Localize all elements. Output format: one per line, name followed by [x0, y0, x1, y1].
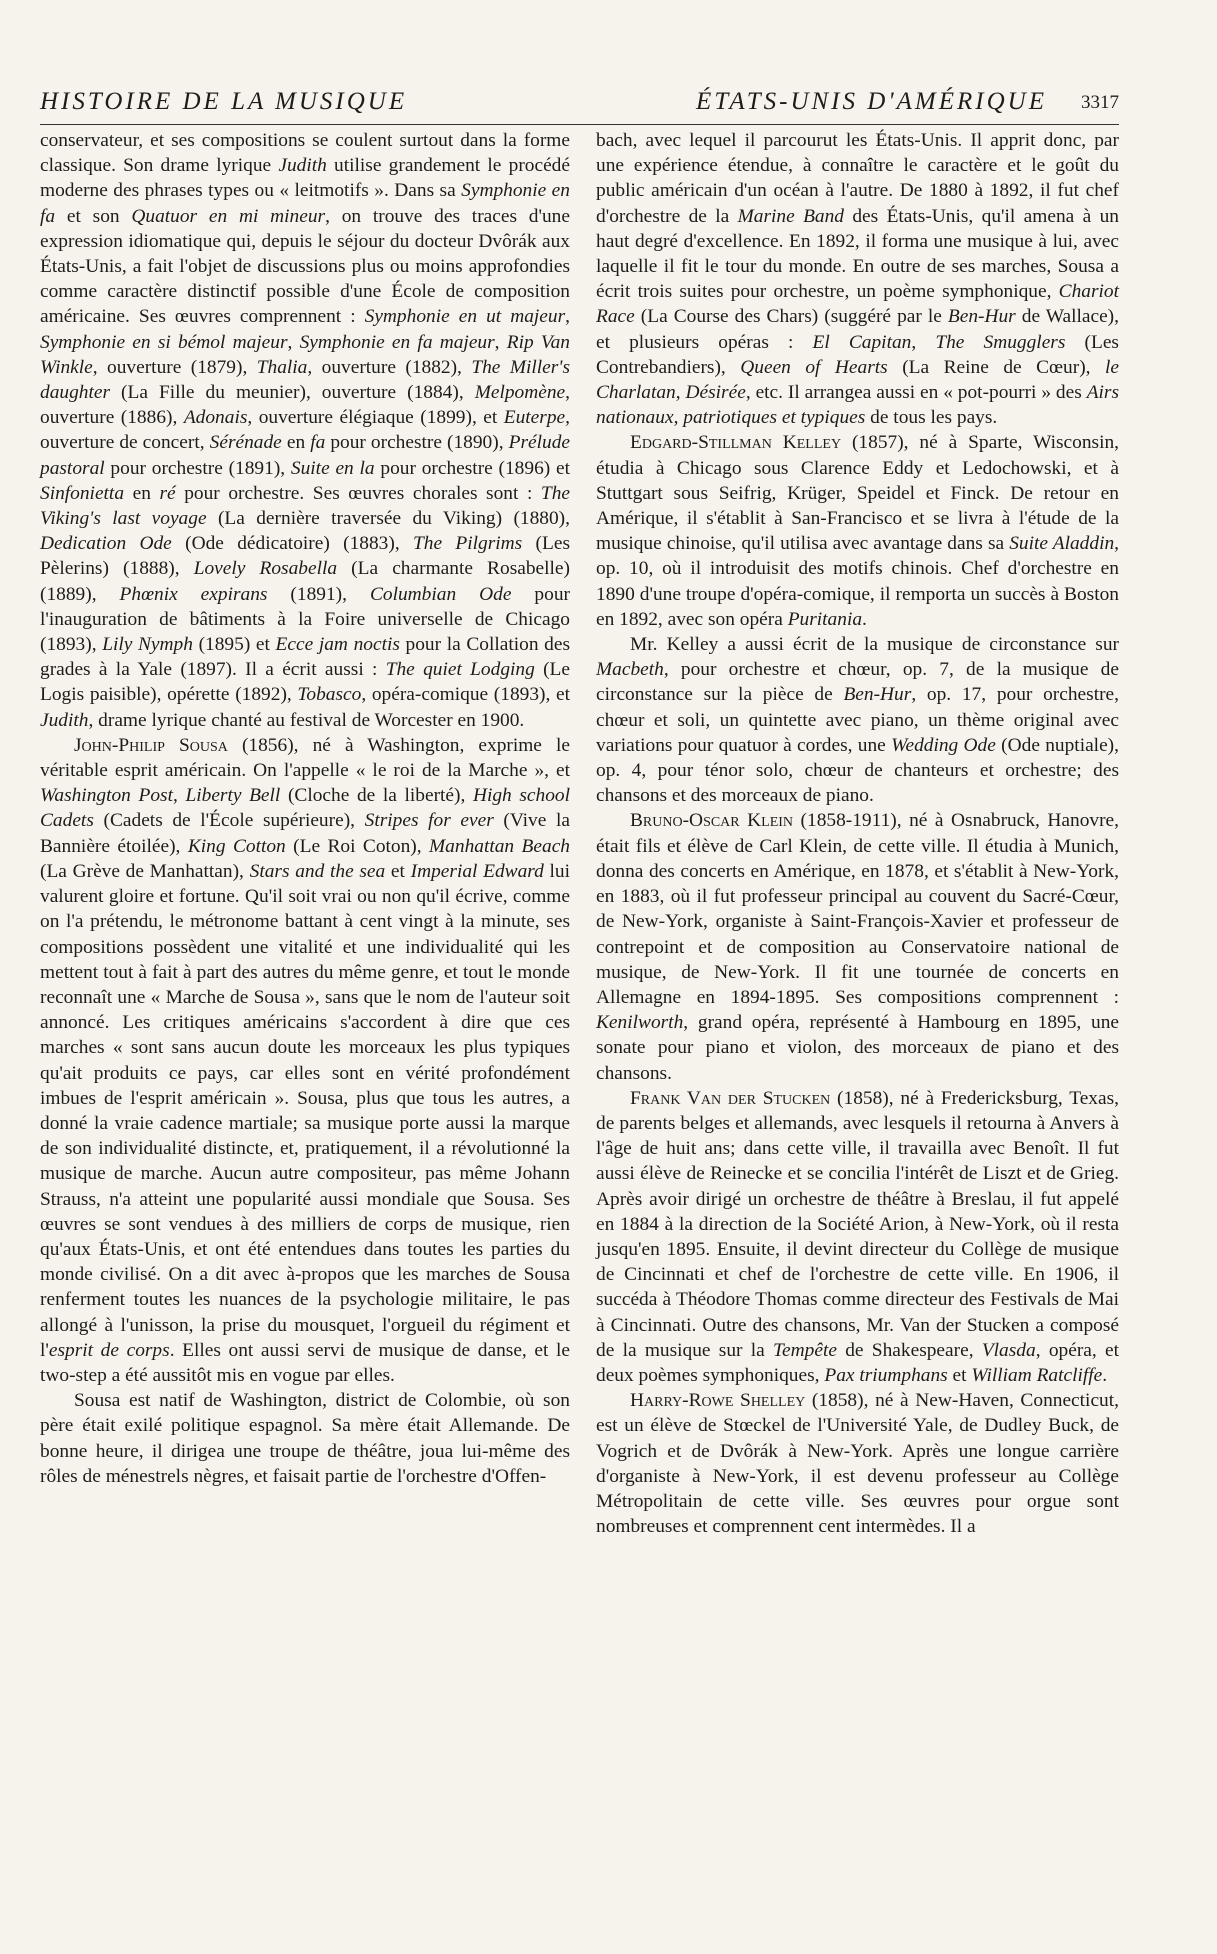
paragraph: Bruno-Oscar Klein (1858-1911), né à Osnabruck, Hanovre, était fils et élève de Carl Klein, de cette ville. Il étudia à Munich, donna des concerts en Amérique, en 1878, et s'établit à New-York, en 1883, où il fut professeur principal au couvent du Sacré-Cœur, de New-York, organiste à Saint-François-Xavier et professeur de contrepoint et de composition au Conservatoire national de musique, de New-York. Il fit une tournée de concerts en Allemagne en 1894-1895. Ses compositions comprennent : Kenilworth, grand opéra, représenté à Hambourg en 1895, une sonate pour piano et violon, des morceaux de piano et des chansons. — [596, 810, 1119, 1084]
running-header — [40, 88, 1119, 124]
paragraph: Harry-Rowe Shelley (1858), né à New-Haven, Connecticut, est un élève de Stœckel de l'Université Yale, de Dudley Buck, de Vogrich et de Dvôrák à New-York. Après une longue carrière d'organiste à New-York, il est devenu professeur au Collège Métropolitain de cette ville. Ses œuvres pour orgue sont nombreuses et comprennent cent intermèdes. Il a — [596, 1390, 1119, 1538]
header-right-title: ÉTATS-UNIS D'AMÉRIQUE — [696, 88, 1047, 115]
paragraph: conservateur, et ses compositions se coulent surtout dans la forme classique. Son drame lyrique Judith utilise grandement le procédé moderne des phrases types ou « leitmotifs ». Dans sa Symphonie en fa et son Quatuor en mi mineur, on trouve des traces d'une expression idiomatique qui, depuis le séjour du docteur Dvôrák aux États-Unis, a fait l'objet de discussions plus ou moins approfondies comme caractère distinctif possible d'une École de composition américaine. Ses œuvres comprennent : Symphonie en ut majeur, Symphonie en si bémol majeur, Symphonie en fa majeur, Rip Van Winkle, ouverture (1879), Thalia, ouverture (1882), The Miller's daughter (La Fille du meunier), ouverture (1884), Melpomène, ouverture (1886), Adonais, ouverture élégiaque (1899), et Euterpe, ouverture de concert, Sérénade en fa pour orchestre (1890), Prélude pastoral pour orchestre (1891), Suite en la pour orchestre (1896) et Sinfonietta en ré pour orchestre. Ses œuvres chorales sont : The Viking's last voyage (La dernière traversée du Viking) (1880), Dedication Ode (Ode dédicatoire) (1883), The Pilgrims (Les Pèlerins) (1888), Lovely Rosabella (La charmante Rosabelle) (1889), Phœnix expirans (1891), Columbian Ode pour l'inauguration de bâtiments à la Foire universelle de Chicago (1893), Lily Nymph (1895) et Ecce jam noctis pour la Collation des grades à la Yale (1897). Il a écrit aussi : The quiet Lodging (Le Logis paisible), opérette (1892), Tobasco, opéra-comique (1893), et Judith, drame lyrique chanté au festival de Worcester en 1900. — [40, 130, 571, 731]
paragraph: Frank Van der Stucken (1858), né à Fredericksburg, Texas, de parents belges et allemands, avec lesquels il retourna à Anvers à l'âge de huit ans; dans cette ville, il travailla avec Benoît. Il fut aussi élève de Reinecke et se concilia l'intérêt de Liszt et de Grieg. Après avoir dirigé un orchestre de théâtre à Breslau, il fut appelé en 1884 à la direction de la Société Arion, à New-York, où il resta jusqu'en 1895. Ensuite, il devint directeur du Collège de musique de Cincinnati et chef de l'orchestre de cette ville. En 1906, il succéda à Théodore Thomas comme directeur des Festivals de Mai à Cincinnati. Outre des chansons, Mr. Van der Stucken a composé de la musique sur la Tempête de Shakespeare, Vlasda, opéra, et deux poèmes symphoniques, Pax triumphans et William Ratcliffe. — [596, 1087, 1119, 1386]
header-left-title: HISTOIRE DE LA MUSIQUE — [40, 88, 408, 115]
paragraph: Mr. Kelley a aussi écrit de la musique de circonstance sur Macbeth, pour orchestre et chœur, op. 7, de la musique de circonstance sur la pièce de Ben-Hur, op. 17, pour orchestre, chœur et soli, un quintette avec piano, un thème original avec variations pour quatuor à cordes, une Wedding Ode (Ode nuptiale), op. 4, pour ténor solo, chœur de chanteurs et orchestre; des chansons et des morceaux de piano. — [596, 634, 1120, 807]
paragraph: Sousa est natif de Washington, district de Colombie, où son père était exilé politique espagnol. Sa mère était Allemande. De bonne heure, il dirigea une troupe de théâtre, joua lui-même des rôles de ménestrels nègres, et faisait partie de l'orchestre d'Offen- — [40, 1390, 570, 1487]
right-column — [596, 128, 1119, 1539]
paragraph: bach, avec lequel il parcourut les États-Unis. Il apprit donc, par une expérience étendue, à connaître le caractère et le goût du public américain d'un océan à l'autre. De 1880 à 1892, il fut chef d'orchestre de la Marine Band des États-Unis, qu'il amena à un haut degré d'excellence. En 1892, il forma une musique à lui, avec laquelle il fit le tour du monde. En outre de ses marches, Sousa a écrit trois suites pour orchestre, un poème symphonique, Chariot Race (La Course des Chars) (suggéré par le Ben-Hur de Wallace), et plusieurs opéras : El Capitan, The Smugglers (Les Contrebandiers), Queen of Hearts (La Reine de Cœur), le Charlatan, Désirée, etc. Il arrangea aussi en « pot-pourri » des Airs nationaux, patriotiques et typiques de tous les pays. — [596, 130, 1120, 429]
paragraph: Edgard-Stillman Kelley (1857), né à Sparte, Wisconsin, étudia à Chicago sous Clarence Eddy et Ledochowski, et à Stuttgart sous Seifrig, Krüger, Speidel et Finck. De retour en Amérique, il s'établit à San-Francisco et se livra à l'étude de la musique chinoise, qu'il utilisa avec avantage dans sa Suite Aladdin, op. 10, où il introduisit des motifs chinois. Chef d'orchestre en 1890 d'une troupe d'opéra-comique, il remporta un succès à Boston en 1892, avec son opéra Puritania. — [596, 432, 1120, 630]
header-rule — [40, 124, 1119, 125]
paragraph: John-Philip Sousa (1856), né à Washington, exprime le véritable esprit américain. On l'appelle « le roi de la Marche », et Washington Post, Liberty Bell (Cloche de la liberté), High school Cadets (Cadets de l'École supérieure), Stripes for ever (Vive la Bannière étoilée), King Cotton (Le Roi Coton), Manhattan Beach (La Grève de Manhattan), Stars and the sea et Imperial Edward lui valurent gloire et fortune. Qu'il soit vrai ou non qu'il écrive, comme on l'a prétendu, le métronome battant à cent vingt à la minute, ses compositions possèdent une vitalité et une individualité qui les mettent tout à fait à part des autres du même genre, et tout le monde reconnaît une « Marche de Sousa », sans que le nom de l'auteur soit annoncé. Les critiques américains s'accordent à dire que ces marches « sont sans aucun doute les morceaux les plus typiques qu'ait produits ce pays, car elles sont en vérité profondément imbues de l'esprit américain ». Sousa, plus que tous les autres, a donné la vraie cadence martiale; sa musique porte aussi la marque de son individualité distincte, et, pratiquement, il a révolutionné la musique de marche. Aucun autre compositeur, pas même Johann Strauss, n'a atteint une popularité aussi mondiale que Sousa. Ses œuvres se sont vendues à des milliers de corps de musique, rien qu'aux États-Unis, et ont été entendues dans toutes les parties du monde civilisé. On a dit avec à-propos que les marches de Sousa renferment toutes les nuances de la psychologie militaire, le pas allongé à l'unisson, la prise du mousquet, l'orgueil du régiment et l'esprit de corps. Elles ont aussi servi de musique de danse, et le two-step a été aussitôt mis en vogue par elles. — [40, 734, 571, 1386]
page-number: 3317 — [1081, 92, 1119, 113]
left-column — [40, 128, 570, 1489]
